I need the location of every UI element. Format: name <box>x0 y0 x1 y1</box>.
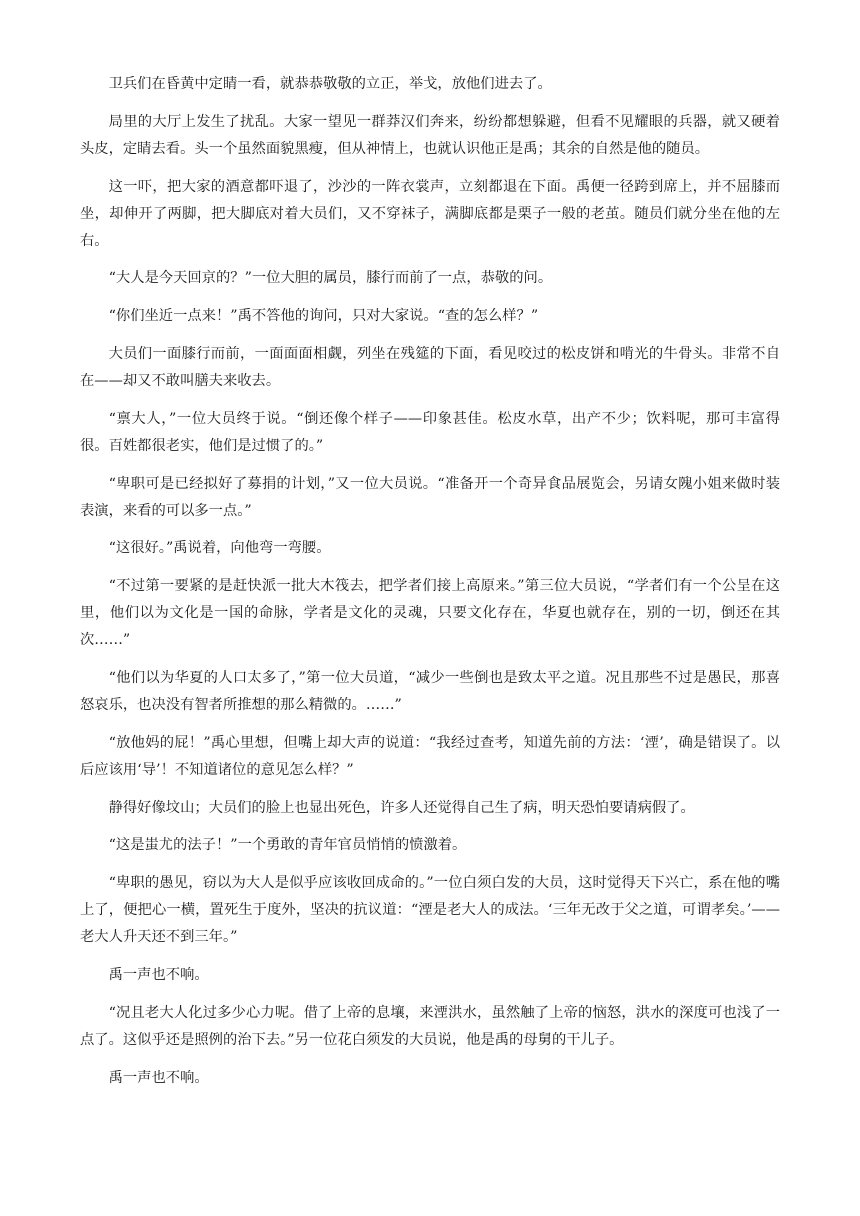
paragraph: “禀大人，”一位大员终于说。“倒还像个样子——印象甚佳。松皮水草，出产不少；饮料呢，那可丰富得很。百姓都很老实，他们是过惯了的。” <box>80 410 780 454</box>
paragraph: “你们坐近一点来！”禹不答他的询问，只对大家说。“查的怎么样？” <box>108 308 539 325</box>
paragraph: 卫兵们在昏黄中定睛一看，就恭恭敬敬的立正，举戈，放他们进去了。 <box>108 76 552 92</box>
paragraph: “况且老大人化过多少心力呢。借了上帝的息壤，来湮洪水，虽然触了上帝的恼怒，洪水的深度可也浅了一点了。这似乎还是照例的治下去。”另一位花白须发的大员说，他是禹的母舅的干儿子。 <box>80 1004 780 1048</box>
paragraph: 大员们一面膝行而前，一面面面相觑，列坐在残筵的下面，看见咬过的松皮饼和啃光的牛骨头。非常不自在——却又不敢叫膳夫来收去。 <box>80 345 780 389</box>
paragraph: 局里的大厅上发生了扰乱。大家一望见一群莽汉们奔来，纷纷都想躲避，但看不见耀眼的兵器，就又硬着头皮，定睛去看。头一个虽然面貌黑瘦，但从神情上，也就认识他正是禹；其余的自然是他的随员。 <box>80 113 780 157</box>
paragraph: “这很好。”禹说着，向他弯一弯腰。 <box>108 540 331 557</box>
paragraph: 这一吓，把大家的酒意都吓退了，沙沙的一阵衣裳声，立刻都退在下面。禹便一径跨到席上，并不屈膝而坐，却伸开了两脚，把大脚底对着大员们，又不穿袜子，满脚底都是栗子一般的老茧。随员们就分坐在他的左右。 <box>80 178 780 249</box>
paragraph: 禹一声也不响。 <box>108 966 209 983</box>
paragraph: “这是蚩尤的法子！”一个勇敢的青年官员悄悄的愤激着。 <box>108 837 467 854</box>
paragraph: “大人是今天回京的？”一位大胆的属员，膝行而前了一点，恭敬的问。 <box>108 270 553 287</box>
document-body <box>80 71 780 1102</box>
paragraph: “卑职可是已经拟好了募捐的计划，”又一位大员说。“准备开一个奇异食品展览会，另请女隗小姐来做时装表演，来看的可以多一点。” <box>80 475 780 519</box>
paragraph: 禹一声也不响。 <box>108 1069 209 1086</box>
paragraph: “不过第一要紧的是赶快派一批大木筏去，把学者们接上高原来。”第三位大员说，“学者们有一个公呈在这里，他们以为文化是一国的命脉，学者是文化的灵魂，只要文化存在，华夏也就存在，别的一切，倒还在其次……” <box>80 578 780 649</box>
paragraph: “放他妈的屁！”禹心里想，但嘴上却大声的说道：“我经过查考，知道先前的方法：‘湮’，确是错误了。以后应该用‘导’！不知道诸位的意见怎么样？” <box>80 734 780 778</box>
paragraph: 静得好像坟山；大员们的脸上也显出死色，许多人还觉得自己生了病，明天恐怕要请病假了。 <box>108 799 695 816</box>
paragraph: “他们以为华夏的人口太多了，”第一位大员道，“减少一些倒也是致太平之道。况且那些不过是愚民，那喜怒哀乐，也决没有智者所推想的那么精微的。……” <box>80 669 780 713</box>
paragraph: “卑职的愚见，窃以为大人是似乎应该收回成命的。”一位白须白发的大员，这时觉得天下兴亡，系在他的嘴上了，便把心一横，置死生于度外，坚决的抗议道：“湮是老大人的成法。‘三年无改于父之道，可谓孝矣。’——老大人升天还不到三年。” <box>80 875 780 946</box>
